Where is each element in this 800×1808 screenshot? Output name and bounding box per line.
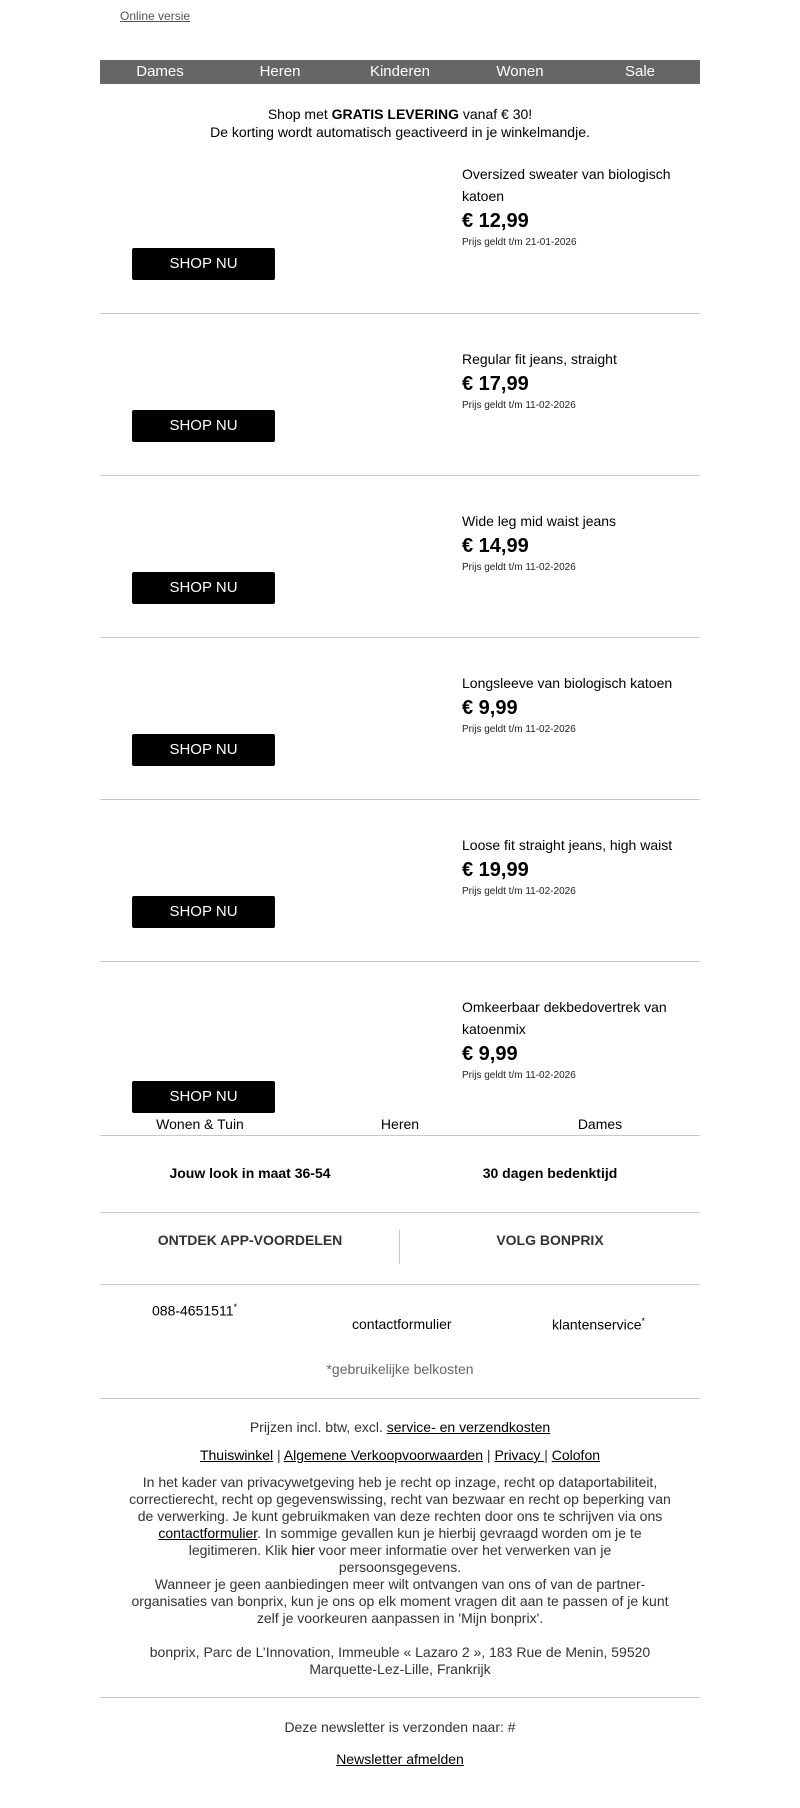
address-line: bonprix, Parc de L’Innovation, Immeuble « Lazaro 2 », 183 Rue de Menin, 59520 <box>149 1644 651 1660</box>
app-benefits-link[interactable]: ONTDEK APP-VOORDELEN <box>157 1232 343 1248</box>
nav-item-wonen[interactable]: Wonen <box>496 63 544 80</box>
price-note-text: Prijzen incl. btw, excl. <box>249 1419 387 1435</box>
promo-line-2: De korting wordt automatisch geactiveerd in je winkelmandje. <box>210 124 590 140</box>
price-validity: Prijs geldt t/m 21-01-2026 <box>462 237 577 248</box>
product-card <box>100 834 700 954</box>
promo-highlight: GRATIS LEVERING <box>331 106 459 122</box>
divider <box>100 1398 700 1399</box>
follow-bonprix-link[interactable]: VOLG BONPRIX <box>496 1232 604 1248</box>
phone-number[interactable] <box>152 1302 237 1319</box>
promo-text-end: vanaf € 30! <box>458 106 533 122</box>
privacy-text-part: voor meer informatie over het verwerken van je persoonsgegevens. <box>314 1542 612 1575</box>
legal-links: Thuiswinkel | Algemene Verkoopvoorwaarden | Privacy | Colofon <box>199 1447 601 1463</box>
privacy-contact-form-link[interactable]: contactformulier <box>158 1525 258 1541</box>
privacy-text-part: . In sommige gevallen kun je hierbij gevraagd worden om je te legitimeren. Klik <box>188 1525 642 1558</box>
divider <box>100 1697 700 1698</box>
divider <box>100 313 700 314</box>
promo-banner <box>100 105 700 141</box>
price-note <box>100 1419 700 1436</box>
call-cost-note: *gebruikelijke belkosten <box>326 1361 474 1377</box>
nav-item-kinderen[interactable]: Kinderen <box>369 63 431 80</box>
product-name[interactable]: Oversized sweater van biologisch katoen <box>462 166 671 204</box>
price-validity: Prijs geldt t/m 11-02-2026 <box>462 886 576 897</box>
unsubscribe-row <box>100 1751 700 1768</box>
phone-number-text: 088-4651511 <box>152 1302 234 1319</box>
promo-text: Shop met <box>267 106 332 122</box>
usp-return-period[interactable]: 30 dagen bedenktijd <box>482 1165 618 1181</box>
thuiswinkel-link[interactable]: Thuiswinkel <box>199 1447 274 1463</box>
privacy-link[interactable]: Privacy <box>494 1447 545 1463</box>
product-card <box>100 672 700 792</box>
product-price: € 9,99 <box>462 697 518 719</box>
price-validity: Prijs geldt t/m 11-02-2026 <box>462 400 576 411</box>
optout-text: Wanneer je geen aanbiedingen meer wilt ontvangen van ons of van de partner-organisaties van bonprix, kun je ons op elk moment vragen dit aan te passen of je kunt zelf je voorkeuren aanpassen in 'Mijn bonprix'. <box>131 1576 669 1626</box>
shop-now-button[interactable]: SHOP NU <box>132 896 275 928</box>
shipping-costs-link[interactable]: service- en verzendkosten <box>386 1419 551 1435</box>
product-name[interactable]: Regular fit jeans, straight <box>462 351 617 367</box>
customer-service-text: klantenservice <box>552 1316 642 1333</box>
privacy-text-part: In het kader van privacywetgeving heb je recht op inzage, recht op dataportabiliteit, correctierecht, recht op gegevenswissing, recht van bezwaar en recht op beperking van de verwerking. Je kunt gebruikmaken van deze rechten door ons te schrijven via ons <box>129 1474 671 1524</box>
divider <box>100 1284 700 1285</box>
contact-row <box>100 1302 700 1342</box>
nav-item-sale[interactable]: Sale <box>624 63 656 80</box>
price-validity: Prijs geldt t/m 11-02-2026 <box>462 724 576 735</box>
product-price: € 12,99 <box>462 210 529 232</box>
nav-item-dames[interactable]: Dames <box>136 63 184 80</box>
shop-now-button[interactable]: SHOP NU <box>132 1081 275 1113</box>
category-link-wonen-tuin[interactable]: Wonen & Tuin <box>156 1116 244 1132</box>
contact-form-link[interactable]: contactformulier <box>352 1316 452 1332</box>
address-line: Marquette-Lez-Lille, Frankrijk <box>309 1661 491 1677</box>
colofon-link[interactable]: Colofon <box>551 1447 601 1463</box>
service-footnote-mark: * <box>641 1316 646 1326</box>
customer-service-link[interactable] <box>552 1316 645 1333</box>
privacy-here-link[interactable]: hier <box>291 1542 315 1558</box>
divider <box>100 637 700 638</box>
shop-now-button[interactable]: SHOP NU <box>132 572 275 604</box>
product-price: € 9,99 <box>462 1043 518 1065</box>
nav-item-heren[interactable]: Heren <box>259 63 301 80</box>
app-social-row <box>100 1230 700 1266</box>
vertical-divider <box>399 1230 400 1264</box>
privacy-text <box>100 1474 700 1576</box>
divider <box>100 1212 700 1213</box>
unsubscribe-link[interactable]: Newsletter afmelden <box>336 1751 464 1767</box>
product-name[interactable]: Longsleeve van biologisch katoen <box>462 675 673 691</box>
product-card <box>100 510 700 630</box>
product-price: € 17,99 <box>462 373 529 395</box>
shop-now-button[interactable]: SHOP NU <box>132 410 275 442</box>
category-link-dames[interactable]: Dames <box>577 1116 623 1132</box>
shop-now-button[interactable]: SHOP NU <box>132 734 275 766</box>
product-price: € 19,99 <box>462 859 529 881</box>
divider <box>100 1135 700 1136</box>
divider <box>100 961 700 962</box>
product-card <box>100 163 700 313</box>
product-name[interactable]: Loose fit straight jeans, high waist <box>462 837 673 853</box>
company-address <box>100 1644 700 1678</box>
category-link-heren[interactable]: Heren <box>380 1116 420 1132</box>
usp-sizes[interactable]: Jouw look in maat 36-54 <box>169 1165 331 1181</box>
online-version-link[interactable]: Online versie <box>120 9 191 23</box>
product-card <box>100 996 700 1116</box>
product-price: € 14,99 <box>462 535 529 557</box>
shop-now-button[interactable]: SHOP NU <box>132 248 275 280</box>
divider <box>100 799 700 800</box>
divider <box>100 475 700 476</box>
promo-line-1 <box>100 105 700 123</box>
price-validity: Prijs geldt t/m 11-02-2026 <box>462 562 576 573</box>
usp-row <box>100 1163 700 1183</box>
category-links <box>100 1116 700 1132</box>
product-name[interactable]: Omkeerbaar dekbedovertrek van katoenmix <box>462 999 667 1037</box>
product-card <box>100 348 700 468</box>
product-name[interactable]: Wide leg mid waist jeans <box>462 513 617 529</box>
terms-link[interactable]: Algemene Verkoopvoorwaarden <box>283 1447 484 1463</box>
price-validity: Prijs geldt t/m 11-02-2026 <box>462 1070 576 1081</box>
phone-footnote-mark: * <box>233 1302 237 1312</box>
sent-to-text: Deze newsletter is verzonden naar: # <box>284 1719 516 1735</box>
main-nav <box>100 60 700 84</box>
